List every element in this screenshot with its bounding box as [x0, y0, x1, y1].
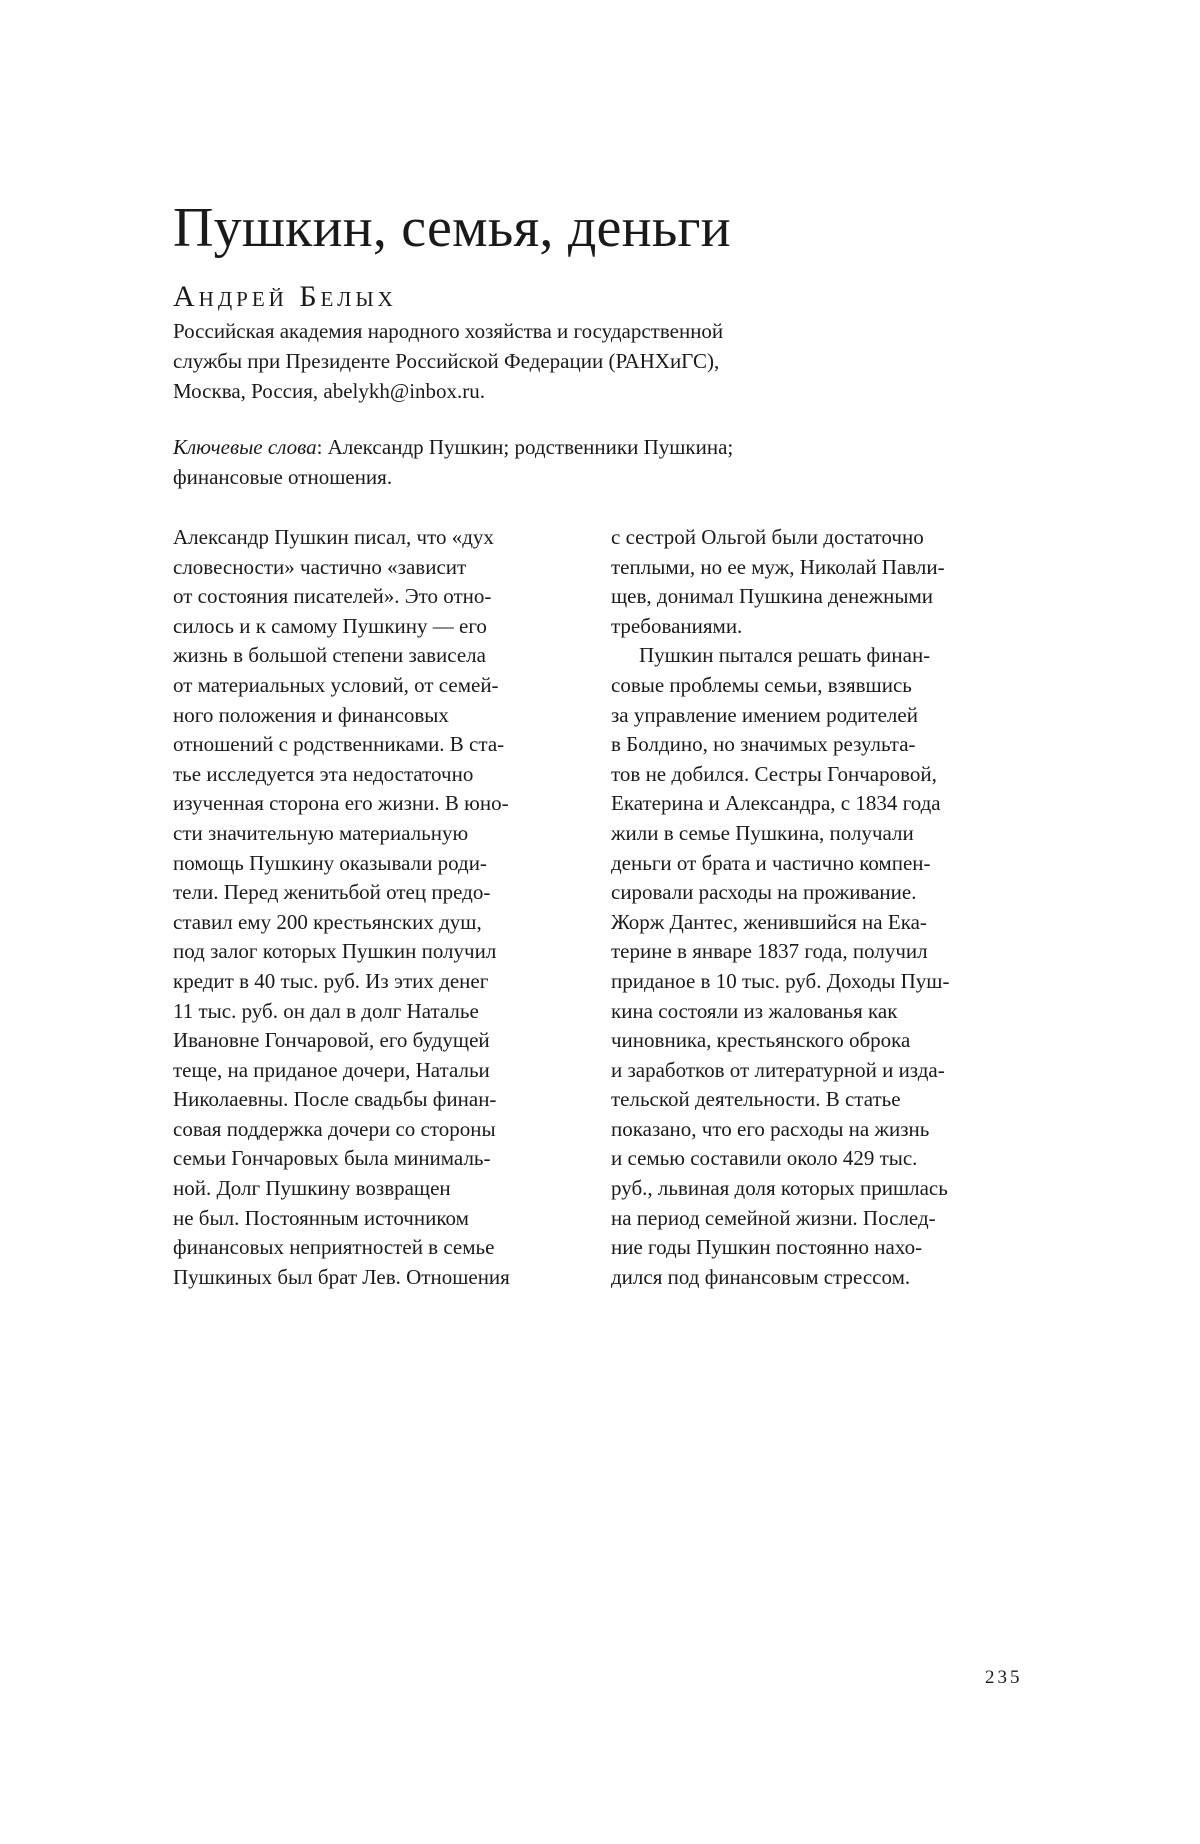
abstract-line: показано, что его расходы на жизнь: [611, 1116, 930, 1141]
abstract-line: от материальных условий, от семей-: [173, 672, 499, 697]
abstract-line: с сестрой Ольгой были достаточно: [611, 525, 924, 549]
abstract-line: тели. Перед женитьбой отец предо-: [173, 880, 491, 905]
abstract-line: помощь Пушкину оказывали роди-: [173, 850, 487, 875]
abstract-line: Ивановне Гончаровой, его будущей: [173, 1028, 490, 1053]
abstract-line: чиновника, крестьянского оброка: [611, 1028, 911, 1053]
author-affiliation: [173, 316, 933, 406]
abstract-line: на период семейной жизни. Послед-: [611, 1205, 936, 1230]
abstract-line: кина состояли из жалованья как: [611, 998, 898, 1023]
abstract-line: Александр Пушкин писал, что «дух: [173, 525, 494, 549]
author-name: Андрей Белых: [173, 280, 397, 313]
abstract-line: Жорж Дантес, женившийся на Ека-: [611, 909, 927, 934]
abstract-line: и семью составили около 429 тыс.: [611, 1146, 918, 1171]
abstract-line: словесности» частично «зависит: [173, 554, 467, 579]
abstract-line: приданое в 10 тыс. руб. Доходы Пуш-: [611, 968, 950, 993]
abstract-line: не был. Постоянным источником: [173, 1205, 469, 1230]
abstract-right-column: [611, 523, 1021, 1292]
abstract-line: требованиями.: [611, 613, 743, 638]
abstract-line: тельской деятельности. В статье: [611, 1087, 901, 1112]
abstract-line: тье исследуется эта недостаточно: [173, 761, 474, 786]
keywords-list: : Александр Пушкин; родственники Пушкина;: [316, 435, 734, 459]
abstract-line: Пушкиных был брат Лев. Отношения: [173, 1264, 510, 1289]
abstract-line: жили в семье Пушкина, получали: [611, 820, 914, 845]
abstract-line: тов не добился. Сестры Гончаровой,: [611, 761, 937, 786]
abstract-line: ного положения и финансовых: [173, 702, 449, 727]
abstract-line: теплыми, но ее муж, Николай Павли-: [611, 554, 945, 579]
page-number: 235: [985, 1667, 1023, 1688]
keywords-line-continued: финансовые отношения.: [173, 465, 393, 489]
abstract-line: 11 тыс. руб. он дал в долг Наталье: [173, 998, 479, 1023]
affiliation-line: Москва, Россия, abelykh@inbox.ru.: [173, 379, 486, 403]
abstract-line: кредит в 40 тыс. руб. Из этих денег: [173, 968, 489, 993]
abstract-line: силось и к самому Пушкину — его: [173, 613, 487, 638]
abstract-line: и заработков от литературной и изда-: [611, 1057, 945, 1082]
abstract-line: семьи Гончаровых была минималь-: [173, 1146, 491, 1171]
abstract-line: ние годы Пушкин постоянно нахо-: [611, 1235, 923, 1260]
abstract-left-column: [173, 523, 583, 1292]
keywords-label: Ключевые слова: [173, 435, 317, 459]
keywords-line: [173, 432, 933, 462]
abstract-line: руб., львиная доля которых пришлась: [611, 1176, 948, 1201]
article-title: Пушкин, семья, деньги: [173, 197, 731, 259]
keywords-block: [173, 432, 933, 492]
abstract-line: ставил ему 200 крестьянских душ,: [173, 909, 482, 934]
abstract-line: дился под финансовым стрессом.: [611, 1264, 911, 1289]
affiliation-line: службы при Президенте Российской Федерации (РАНХиГС),: [173, 349, 720, 373]
abstract-line: деньги от брата и частично компен-: [611, 850, 931, 875]
affiliation-line: Российская академия народного хозяйства и государственной: [173, 319, 724, 343]
abstract-line: теще, на приданое дочери, Натальи: [173, 1057, 490, 1082]
abstract-line: совая поддержка дочери со стороны: [173, 1116, 496, 1141]
abstract-line: Екатерина и Александра, с 1834 года: [611, 791, 941, 816]
abstract-line: от состояния писателей». Это отно-: [173, 584, 492, 609]
abstract-line: терине в январе 1837 года, получил: [611, 939, 928, 964]
abstract-line: жизнь в большой степени зависела: [173, 643, 486, 668]
abstract-line: щев, донимал Пушкина денежными: [611, 584, 933, 609]
abstract-line: сти значительную материальную: [173, 820, 469, 845]
abstract-line: финансовых неприятностей в семье: [173, 1235, 495, 1260]
abstract-line: совые проблемы семьи, взявшись: [611, 672, 912, 697]
abstract-line: Пушкин пытался решать финан-: [639, 643, 931, 668]
abstract-line: изученная сторона его жизни. В юно-: [173, 791, 509, 816]
abstract-line: ной. Долг Пушкину возвращен: [173, 1176, 451, 1201]
abstract-line: под залог которых Пушкин получил: [173, 939, 497, 964]
abstract-line: сировали расходы на проживание.: [611, 880, 917, 905]
abstract-line: отношений с родственниками. В ста-: [173, 732, 505, 757]
abstract-line: в Болдино, но значимых результа-: [611, 732, 916, 757]
abstract-line: за управление имением родителей: [611, 702, 918, 727]
abstract-line: Николаевны. После свадьбы финан-: [173, 1087, 497, 1112]
